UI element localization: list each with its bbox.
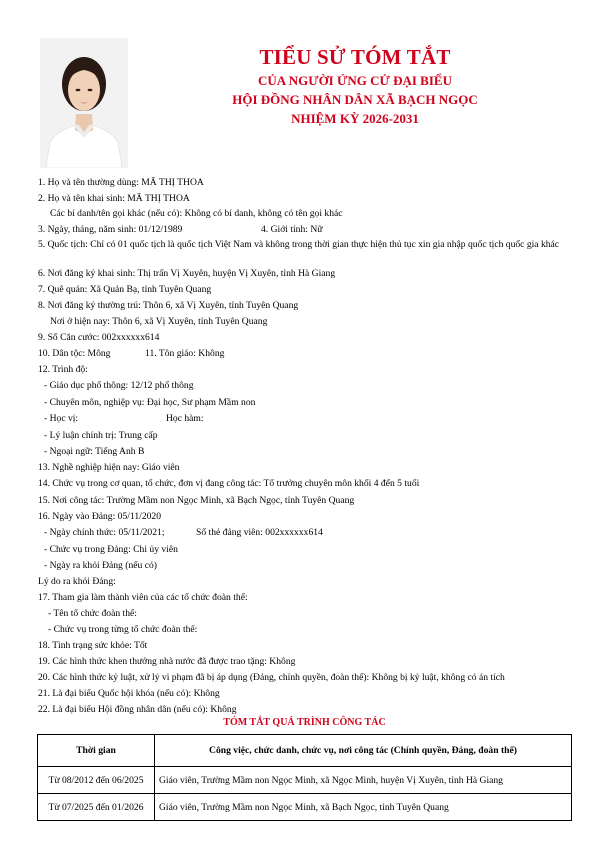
header-line-4: NHIỆM KỲ 2026-2031 <box>291 111 419 126</box>
work-history-title: TÓM TẮT QUÁ TRÌNH CÔNG TÁC <box>223 717 386 728</box>
bio-organization-position: - Chức vụ trong từng tổ chức đoàn thể: <box>48 624 198 635</box>
bio-awards: 19. Các hình thức khen thưởng nhà nước đã được trao tặng: Không <box>38 656 296 667</box>
bio-academic-degree: - Học vị: <box>44 413 79 424</box>
bio-party-card-number: Số thẻ đảng viên: 002xxxxxx614 <box>196 527 323 538</box>
bio-national-assembly: 21. Là đại biểu Quốc hội khóa (nếu có): Không <box>38 688 220 699</box>
bio-nationality: 5. Quốc tịch: Chỉ có 01 quốc tịch là quốc tịch Việt Nam và không trong thời gian thực hiện thủ tục xin gia nhập quốc tịch quốc gia khác <box>38 239 560 250</box>
bio-political-theory: - Lý luận chính trị: Trung cấp <box>44 430 158 441</box>
row-description: Giáo viên, Trường Mầm non Ngọc Minh, xã Bạch Ngọc, tỉnh Tuyên Quang <box>155 794 572 821</box>
document-header <box>190 44 520 128</box>
table-row <box>38 794 572 821</box>
bio-aliases: Các bí danh/tên gọi khác (nếu có): Không có bí danh, không có tên gọi khác <box>50 208 343 219</box>
bio-gender: 4. Giới tính: Nữ <box>261 224 323 235</box>
bio-current-residence: Nơi ở hiện nay: Thôn 6, xã Vị Xuyên, tỉnh Tuyên Quang <box>50 316 268 327</box>
bio-organization-name: - Tên tổ chức đoàn thể: <box>48 608 137 619</box>
row-time: Từ 07/2025 đến 01/2026 <box>38 794 155 821</box>
bio-party-leave-date: - Ngày ra khỏi Đảng (nếu có) <box>44 560 157 571</box>
document-title: TIỂU SỬ TÓM TẮT <box>259 45 451 69</box>
bio-ethnicity: 10. Dân tộc: Mông <box>38 348 111 359</box>
bio-occupation: 13. Nghề nghiệp hiện nay: Giáo viên <box>38 462 180 473</box>
bio-common-name: 1. Họ và tên thường dùng: MÃ THỊ THOA <box>38 177 204 188</box>
bio-birth-date: 3. Ngày, tháng, năm sinh: 01/12/1989 <box>38 224 183 235</box>
bio-hometown: 7. Quê quán: Xã Quản Bạ, tỉnh Tuyên Quang <box>38 284 212 295</box>
table-row <box>38 767 572 794</box>
bio-general-education: - Giáo dục phổ thông: 12/12 phổ thông <box>44 380 194 391</box>
row-description: Giáo viên, Trường Mầm non Ngọc Minh, xã Ngọc Minh, huyện Vị Xuyên, tỉnh Hà Giang <box>155 767 572 794</box>
bio-professional-qualification: - Chuyên môn, nghiệp vụ: Đại học, Sư phạm Mầm non <box>44 397 256 408</box>
bio-academic-title: Học hàm: <box>166 413 204 424</box>
bio-religion: 11. Tôn giáo: Không <box>145 348 225 359</box>
bio-education-heading: 12. Trình độ: <box>38 364 88 375</box>
bio-party-join-date: 16. Ngày vào Đảng: 05/11/2020 <box>38 511 162 522</box>
column-header-time: Thời gian <box>38 735 155 767</box>
bio-permanent-residence: 8. Nơi đăng ký thường trú: Thôn 6, xã Vị Xuyên, tỉnh Tuyên Quang <box>38 300 299 311</box>
bio-position: 14. Chức vụ trong cơ quan, tổ chức, đơn vị đang công tác: Tổ trưởng chuyên môn khối 4 đến 5 tuổi <box>38 478 420 489</box>
header-line-3: HỘI ĐỒNG NHÂN DÂN XÃ BẠCH NGỌC <box>232 92 478 107</box>
candidate-photo <box>40 38 128 168</box>
column-header-description: Công việc, chức danh, chức vụ, nơi công tác (Chính quyền, Đảng, đoàn thể) <box>155 735 572 767</box>
table-header-row <box>38 735 572 767</box>
bio-workplace: 15. Nơi công tác: Trường Mầm non Ngọc Minh, xã Bạch Ngọc, tỉnh Tuyên Quang <box>38 495 355 506</box>
bio-party-leave-reason: Lý do ra khỏi Đảng: <box>38 576 116 587</box>
bio-discipline: 20. Các hình thức kỷ luật, xử lý vi phạm đã bị áp dụng (Đảng, chính quyền, đoàn thể): Không bị kỷ luật, không có án tích <box>38 672 505 683</box>
bio-peoples-council: 22. Là đại biểu Hội đồng nhân dân (nếu có): Không <box>38 704 237 715</box>
bio-health: 18. Tình trạng sức khỏe: Tốt <box>38 640 148 651</box>
bio-id-number: 9. Số Căn cước: 002xxxxxx614 <box>38 332 160 343</box>
work-history-table <box>37 734 572 821</box>
bio-party-position: - Chức vụ trong Đảng: Chi ủy viên <box>44 544 178 555</box>
bio-birth-name: 2. Họ và tên khai sinh: MÃ THỊ THOA <box>38 193 190 204</box>
row-time: Từ 08/2012 đến 06/2025 <box>38 767 155 794</box>
bio-organizations: 17. Tham gia làm thành viên của các tổ chức đoàn thể: <box>38 592 248 603</box>
bio-party-official-date: - Ngày chính thức: 05/11/2021; <box>44 527 165 538</box>
bio-birth-registration: 6. Nơi đăng ký khai sinh: Thị trấn Vị Xuyên, huyện Vị Xuyên, tỉnh Hà Giang <box>38 268 336 279</box>
bio-foreign-language: - Ngoại ngữ: Tiếng Anh B <box>44 446 145 457</box>
header-line-2: CỦA NGƯỜI ỨNG CỬ ĐẠI BIỂU <box>258 73 452 88</box>
